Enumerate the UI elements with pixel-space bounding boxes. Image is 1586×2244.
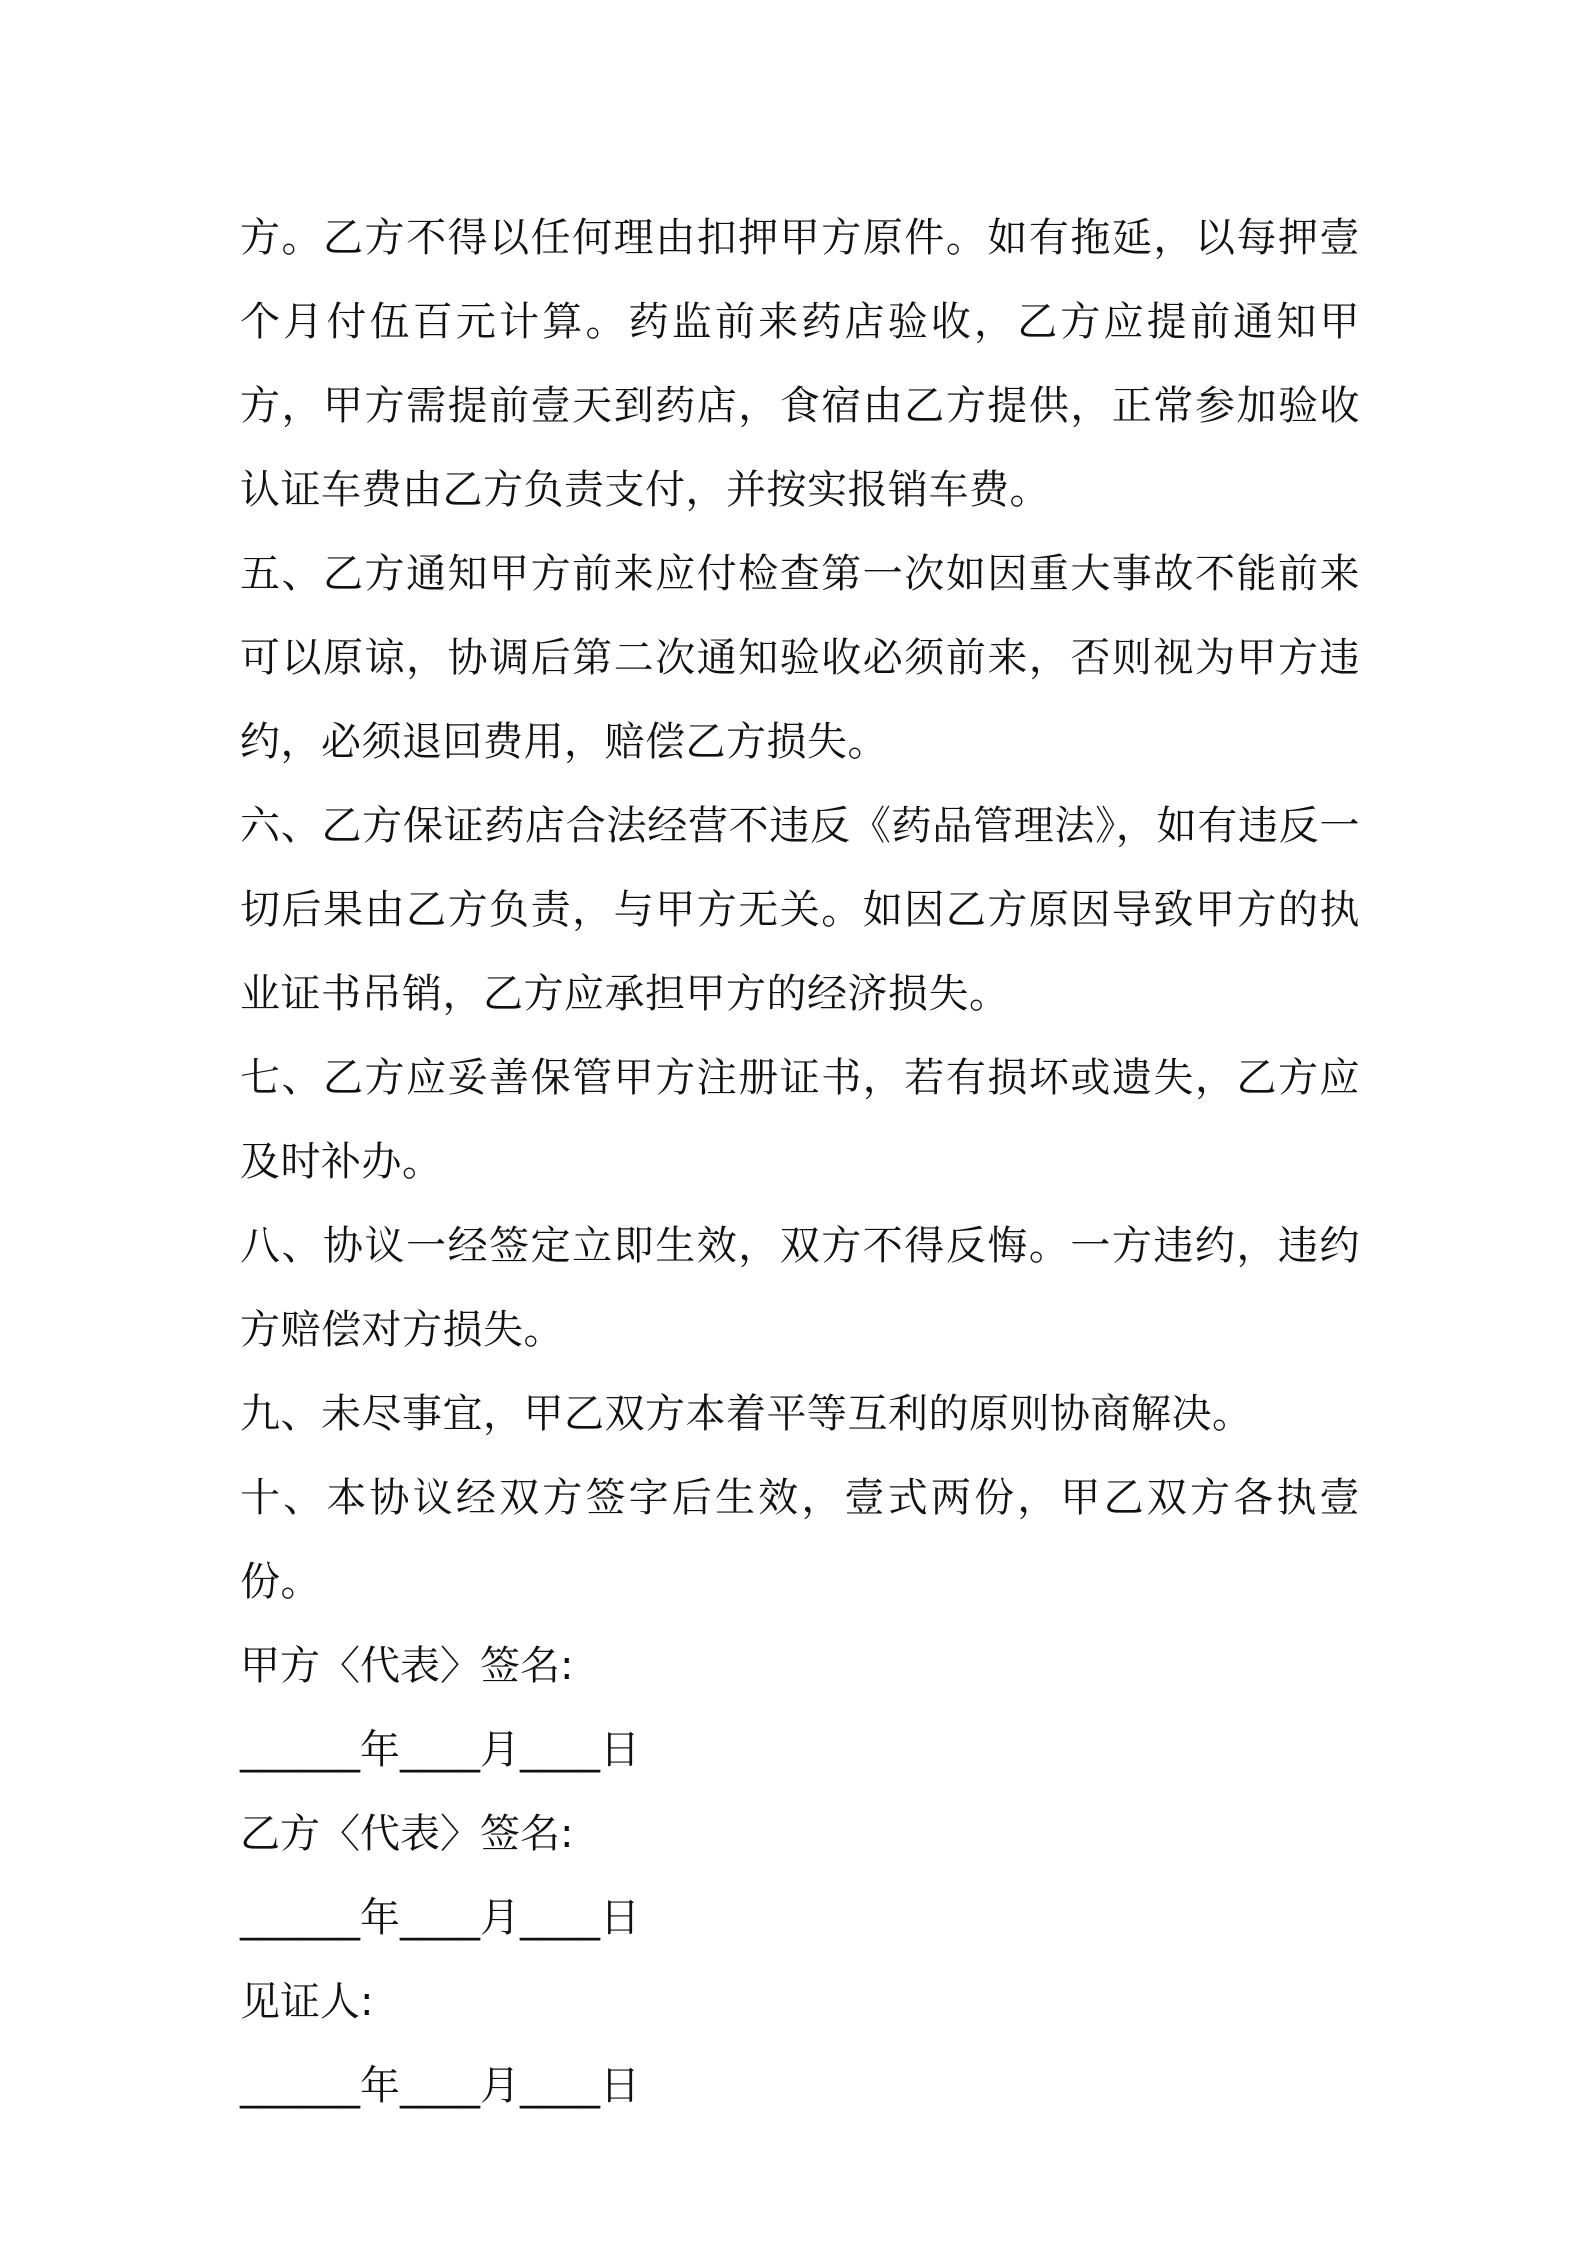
- witness-date-line: ______年____月____日: [240, 2063, 640, 2109]
- clause-7: 七、乙方应妥善保管甲方注册证书，若有损坏或遗失，乙方应及时补办。: [240, 1055, 1360, 1185]
- party-b-date-line: ______年____月____日: [240, 1895, 640, 1941]
- party-b-signature-label: 乙方〈代表〉签名:: [240, 1811, 574, 1857]
- party-a-date-line: ______年____月____日: [240, 1727, 640, 1773]
- clause-6: 六、乙方保证药店合法经营不违反《药品管理法》，如有违反一切后果由乙方负责，与甲方无关。如因乙方原因导致甲方的执业证书吊销，乙方应承担甲方的经济损失。: [240, 803, 1360, 1017]
- paragraph-continuation: 方。乙方不得以任何理由扣押甲方原件。如有拖延，以每押壹个月付伍百元计算。药监前来药店验收，乙方应提前通知甲方，甲方需提前壹天到药店，食宿由乙方提供，正常参加验收认证车费由乙方负责支付，并按实报销车费。: [240, 215, 1360, 513]
- clause-8: 八、协议一经签定立即生效，双方不得反悔。一方违约，违约方赔偿对方损失。: [240, 1223, 1360, 1353]
- party-a-signature-label: 甲方〈代表〉签名:: [240, 1643, 574, 1689]
- clause-10: 十、本协议经双方签字后生效，壹式两份，甲乙双方各执壹份。: [240, 1475, 1360, 1605]
- document-body: [240, 196, 1360, 2128]
- clause-9: 九、未尽事宜，甲乙双方本着平等互利的原则协商解决。: [240, 1391, 1253, 1437]
- witness-label: 见证人:: [240, 1979, 374, 2025]
- clause-5: 五、乙方通知甲方前来应付检查第一次如因重大事故不能前来可以原谅，协调后第二次通知验收必须前来，否则视为甲方违约，必须退回费用，赔偿乙方损失。: [240, 551, 1360, 765]
